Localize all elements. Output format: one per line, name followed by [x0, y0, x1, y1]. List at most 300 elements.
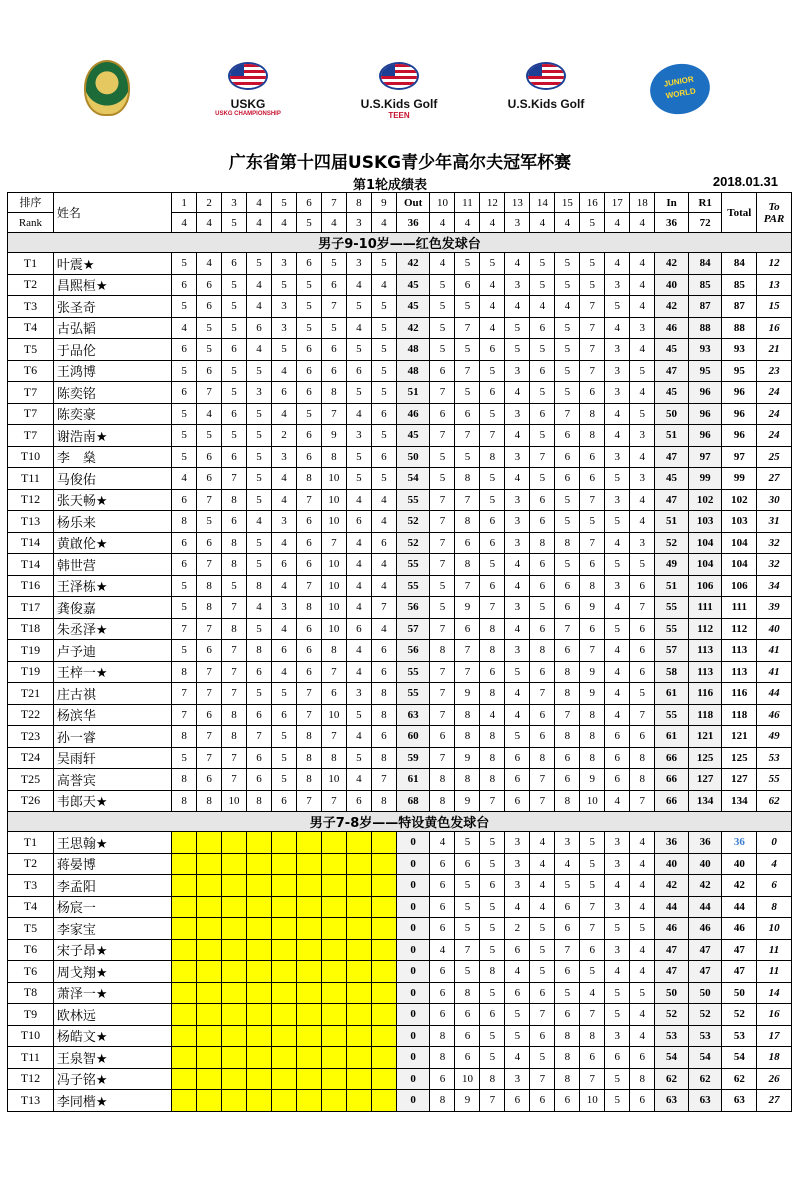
hole-score: 7: [430, 747, 455, 769]
hole-score: 5: [222, 382, 247, 404]
out-score: 68: [396, 790, 430, 812]
hole-score: 5: [480, 554, 505, 576]
hole-score: 5: [346, 339, 371, 361]
in-score: 66: [655, 769, 689, 791]
hole-number: 17: [605, 193, 630, 213]
total-score: 104: [722, 532, 757, 554]
hole-score: 8: [630, 769, 655, 791]
hole-score: 5: [371, 425, 396, 447]
out-score: 56: [396, 640, 430, 662]
rank-cell: T4: [8, 896, 54, 918]
in-score: 47: [655, 939, 689, 961]
hole-score: 4: [555, 853, 580, 875]
to-par-score: 23: [757, 360, 792, 382]
hole-score: 4: [272, 618, 297, 640]
hole-score: 4: [505, 296, 530, 318]
to-par-score: 17: [757, 1025, 792, 1047]
hole-score: 8: [580, 704, 605, 726]
hole-score: 5: [580, 253, 605, 275]
player-row: [8, 853, 792, 875]
hole-score-blank: [272, 918, 297, 940]
hole-score: 7: [222, 683, 247, 705]
hole-score: 4: [630, 1025, 655, 1047]
hole-score: 7: [222, 468, 247, 490]
hole-score: 3: [605, 339, 630, 361]
hole-score: 4: [247, 339, 272, 361]
hole-score: 5: [455, 918, 480, 940]
player-name: 于品伦: [53, 339, 171, 361]
hole-score: 6: [222, 446, 247, 468]
hole-score: 5: [172, 253, 197, 275]
hole-score: 5: [172, 446, 197, 468]
hole-score: 5: [222, 575, 247, 597]
in-score: 57: [655, 640, 689, 662]
hole-score: 8: [430, 1047, 455, 1069]
rank-cell: T24: [8, 747, 54, 769]
hole-score: 8: [455, 769, 480, 791]
hole-score: 7: [222, 747, 247, 769]
hole-score: 5: [371, 253, 396, 275]
hole-score: 4: [371, 274, 396, 296]
hole-score: 4: [630, 489, 655, 511]
hole-score: 2: [272, 425, 297, 447]
rank-cell: T22: [8, 704, 54, 726]
hole-score: 8: [430, 640, 455, 662]
player-name: 吴雨轩: [53, 747, 171, 769]
hole-score: 7: [580, 918, 605, 940]
hole-score-blank: [296, 853, 321, 875]
hole-score: 6: [630, 1047, 655, 1069]
hole-score-blank: [296, 1025, 321, 1047]
hole-score: 7: [630, 790, 655, 812]
hole-score-blank: [247, 1004, 272, 1026]
to-par-score: 53: [757, 747, 792, 769]
hole-score: 3: [247, 382, 272, 404]
hole-score: 3: [605, 1025, 630, 1047]
player-name: 杨宸一: [53, 896, 171, 918]
hole-score: 5: [505, 339, 530, 361]
hole-par: 4: [605, 213, 630, 233]
hole-score: 5: [530, 339, 555, 361]
to-par-score: 49: [757, 726, 792, 748]
hole-score: 4: [605, 683, 630, 705]
in-score: 47: [655, 446, 689, 468]
hole-score-blank: [247, 1025, 272, 1047]
player-name: 周戈翔★: [53, 961, 171, 983]
player-row: [8, 446, 792, 468]
hole-score: 9: [580, 597, 605, 619]
hole-score: 7: [197, 747, 222, 769]
hole-score: 7: [455, 661, 480, 683]
hole-par: 4: [630, 213, 655, 233]
player-row: [8, 1047, 792, 1069]
to-par-score: 6: [757, 875, 792, 897]
hole-score: 8: [296, 597, 321, 619]
hole-score: 6: [480, 575, 505, 597]
hole-score: 8: [296, 747, 321, 769]
hole-score: 9: [580, 769, 605, 791]
player-row: [8, 982, 792, 1004]
hole-score: 4: [430, 253, 455, 275]
player-name: 杨滨华: [53, 704, 171, 726]
hole-score-blank: [321, 939, 346, 961]
to-par-score: 34: [757, 575, 792, 597]
rank-cell: T11: [8, 1047, 54, 1069]
hole-score: 5: [530, 1047, 555, 1069]
hole-score: 5: [430, 317, 455, 339]
r1-score: 85: [688, 274, 722, 296]
rank-cell: T14: [8, 554, 54, 576]
to-par-score: 31: [757, 511, 792, 533]
hole-score-blank: [222, 832, 247, 854]
hole-score: 6: [430, 360, 455, 382]
hole-score: 5: [505, 1025, 530, 1047]
hole-score: 8: [222, 532, 247, 554]
r1-score: 50: [688, 982, 722, 1004]
hole-number: 4: [247, 193, 272, 213]
hole-score: 3: [505, 640, 530, 662]
to-par-score: 16: [757, 1004, 792, 1026]
in-score: 46: [655, 918, 689, 940]
r1-score: 53: [688, 1025, 722, 1047]
hole-score: 6: [555, 425, 580, 447]
hole-score: 6: [530, 1025, 555, 1047]
total-score: 63: [722, 1090, 757, 1112]
to-par-score: 15: [757, 296, 792, 318]
hole-score: 8: [296, 769, 321, 791]
in-score: 47: [655, 489, 689, 511]
hole-score: 6: [455, 532, 480, 554]
hole-par: 4: [480, 213, 505, 233]
to-par-score: 21: [757, 339, 792, 361]
player-row: [8, 425, 792, 447]
hole-score: 4: [505, 382, 530, 404]
in-score: 55: [655, 618, 689, 640]
hole-score: 8: [197, 597, 222, 619]
hole-score: 7: [172, 683, 197, 705]
hole-score: 3: [605, 832, 630, 854]
hole-score: 6: [505, 769, 530, 791]
hole-score: 5: [530, 425, 555, 447]
rank-cell: T13: [8, 1090, 54, 1112]
hole-score: 8: [580, 425, 605, 447]
player-name: 高誉宾: [53, 769, 171, 791]
hole-score: 5: [480, 896, 505, 918]
hole-score: 5: [455, 382, 480, 404]
out-score: 55: [396, 683, 430, 705]
hole-score: 5: [480, 939, 505, 961]
hole-score: 8: [222, 726, 247, 748]
hole-score: 7: [172, 704, 197, 726]
hole-score: 7: [580, 360, 605, 382]
total-score: 44: [722, 896, 757, 918]
hole-score: 8: [172, 661, 197, 683]
hole-score-blank: [272, 832, 297, 854]
hole-score: 6: [197, 640, 222, 662]
player-row: [8, 832, 792, 854]
player-name: 黄啟伦★: [53, 532, 171, 554]
out-score: 0: [396, 1004, 430, 1026]
hole-score-blank: [197, 1025, 222, 1047]
hole-score: 5: [371, 296, 396, 318]
hole-score: 8: [222, 489, 247, 511]
hole-score: 7: [197, 489, 222, 511]
hole-score: 7: [530, 1068, 555, 1090]
rank-cell: T23: [8, 726, 54, 748]
hole-score: 7: [197, 554, 222, 576]
hole-score-blank: [371, 832, 396, 854]
hole-score-blank: [371, 961, 396, 983]
total-score: 127: [722, 769, 757, 791]
hole-score: 6: [197, 274, 222, 296]
hole-score-blank: [247, 875, 272, 897]
hole-score-blank: [321, 1004, 346, 1026]
player-row: [8, 1090, 792, 1112]
rank-cell: T1: [8, 832, 54, 854]
out-score: 51: [396, 382, 430, 404]
hole-score: 9: [455, 747, 480, 769]
player-name: 昌熙桓★: [53, 274, 171, 296]
hole-score: 7: [321, 726, 346, 748]
hole-score: 5: [197, 425, 222, 447]
hole-score: 9: [455, 1090, 480, 1112]
hole-par: 3: [505, 213, 530, 233]
hole-score: 6: [321, 274, 346, 296]
total-score: 84: [722, 253, 757, 275]
rank-cell: T10: [8, 446, 54, 468]
rank-cell: T7: [8, 425, 54, 447]
rank-cell: T9: [8, 1004, 54, 1026]
hole-score: 6: [530, 575, 555, 597]
hole-score: 4: [505, 618, 530, 640]
hole-par: 4: [530, 213, 555, 233]
hole-score: 6: [222, 253, 247, 275]
hole-score: 4: [480, 296, 505, 318]
hole-score-blank: [222, 1004, 247, 1026]
hole-score: 5: [172, 425, 197, 447]
hole-score: 8: [430, 1090, 455, 1112]
hole-score-blank: [346, 896, 371, 918]
hole-score-blank: [172, 875, 197, 897]
player-row: [8, 961, 792, 983]
hole-par: 4: [455, 213, 480, 233]
hole-score-blank: [346, 918, 371, 940]
r1-score: 121: [688, 726, 722, 748]
hole-score: 7: [222, 597, 247, 619]
hole-score: 5: [630, 982, 655, 1004]
player-name: 王思翰★: [53, 832, 171, 854]
out-score: 45: [396, 274, 430, 296]
rank-cell: T26: [8, 790, 54, 812]
hole-score: 5: [605, 554, 630, 576]
hole-score: 6: [555, 640, 580, 662]
hole-score: 8: [371, 704, 396, 726]
hole-score: 5: [371, 339, 396, 361]
hole-score: 6: [371, 661, 396, 683]
hole-score: 6: [530, 1090, 555, 1112]
hole-score: 6: [530, 403, 555, 425]
hole-score: 7: [430, 532, 455, 554]
rank-header-en: Rank: [8, 213, 54, 233]
hole-score-blank: [321, 1047, 346, 1069]
hole-score: 4: [505, 253, 530, 275]
hole-score: 4: [505, 575, 530, 597]
in-score: 66: [655, 747, 689, 769]
player-name: 王鸿博: [53, 360, 171, 382]
total-score: 40: [722, 853, 757, 875]
hole-score: 5: [247, 403, 272, 425]
hole-score: 6: [346, 790, 371, 812]
hole-score: 6: [580, 554, 605, 576]
hole-number: 8: [346, 193, 371, 213]
r1-score: 134: [688, 790, 722, 812]
r1-score: 96: [688, 382, 722, 404]
hole-score: 3: [605, 896, 630, 918]
to-par-score: 26: [757, 1068, 792, 1090]
in-score: 50: [655, 982, 689, 1004]
out-score: 55: [396, 661, 430, 683]
player-name: 李孟阳: [53, 875, 171, 897]
player-row: [8, 597, 792, 619]
hole-score: 6: [630, 1090, 655, 1112]
hole-score: 6: [296, 446, 321, 468]
hole-score: 5: [480, 918, 505, 940]
player-name: 王泽栋★: [53, 575, 171, 597]
section-header-row: [8, 812, 792, 832]
player-name: 李同楷★: [53, 1090, 171, 1112]
hole-score: 6: [197, 360, 222, 382]
hole-score: 7: [580, 317, 605, 339]
hole-score: 5: [530, 939, 555, 961]
hole-score: 4: [605, 403, 630, 425]
hole-score: 5: [555, 339, 580, 361]
hole-score: 6: [346, 618, 371, 640]
hole-score: 6: [480, 382, 505, 404]
header-row-holes: [8, 193, 792, 213]
hole-score: 5: [605, 918, 630, 940]
hole-score: 5: [530, 961, 555, 983]
hole-score-blank: [296, 832, 321, 854]
to-par-score: 10: [757, 918, 792, 940]
hole-score-blank: [296, 875, 321, 897]
hole-score: 8: [480, 640, 505, 662]
hole-number: 5: [272, 193, 297, 213]
hole-score: 5: [480, 489, 505, 511]
hole-score: 6: [630, 661, 655, 683]
hole-score: 6: [247, 661, 272, 683]
rank-cell: T8: [8, 982, 54, 1004]
player-row: [8, 253, 792, 275]
out-score: 0: [396, 1068, 430, 1090]
hole-score: 6: [530, 661, 555, 683]
hole-score: 4: [346, 489, 371, 511]
hole-score: 8: [530, 640, 555, 662]
hole-score: 4: [272, 360, 297, 382]
hole-score: 5: [480, 1047, 505, 1069]
hole-score: 8: [296, 726, 321, 748]
hole-score: 4: [605, 961, 630, 983]
hole-score: 8: [580, 403, 605, 425]
hole-score: 5: [247, 446, 272, 468]
hole-score: 5: [555, 274, 580, 296]
hole-score: 5: [172, 360, 197, 382]
hole-score-blank: [272, 939, 297, 961]
hole-score: 7: [321, 661, 346, 683]
hole-score: 8: [247, 640, 272, 662]
hole-score: 7: [455, 317, 480, 339]
hole-score: 5: [605, 1068, 630, 1090]
player-row: [8, 704, 792, 726]
hole-score: 7: [321, 296, 346, 318]
hole-score: 4: [630, 446, 655, 468]
player-name: 陈奕铭: [53, 382, 171, 404]
player-row: [8, 489, 792, 511]
hole-number: 7: [321, 193, 346, 213]
in-score: 53: [655, 1025, 689, 1047]
hole-score: 4: [371, 554, 396, 576]
hole-score: 4: [172, 317, 197, 339]
rank-cell: T6: [8, 961, 54, 983]
out-score: 0: [396, 1025, 430, 1047]
hole-score: 4: [530, 853, 555, 875]
out-score: 42: [396, 253, 430, 275]
r1-score: 125: [688, 747, 722, 769]
section-title: 男子7-8岁——特设黄色发球台: [8, 812, 792, 832]
r1-score: 113: [688, 640, 722, 662]
hole-score: 4: [630, 875, 655, 897]
hole-score-blank: [197, 832, 222, 854]
in-score: 44: [655, 896, 689, 918]
hole-score: 6: [272, 704, 297, 726]
player-row: [8, 511, 792, 533]
hole-score: 7: [555, 403, 580, 425]
hole-score: 4: [630, 253, 655, 275]
hole-score: 6: [272, 790, 297, 812]
hole-score: 3: [505, 511, 530, 533]
hole-score: 7: [296, 790, 321, 812]
hole-par: 4: [172, 213, 197, 233]
hole-par: 4: [247, 213, 272, 233]
hole-score: 4: [346, 769, 371, 791]
in-score: 63: [655, 1090, 689, 1112]
uskg-logo: USKG USKG CHAMPIONSHIP: [212, 50, 284, 130]
hole-score: 8: [172, 511, 197, 533]
rank-cell: T1: [8, 253, 54, 275]
hole-score: 5: [530, 918, 555, 940]
hole-score: 4: [630, 1004, 655, 1026]
rank-cell: T17: [8, 597, 54, 619]
hole-score: 10: [321, 618, 346, 640]
hole-score-blank: [371, 896, 396, 918]
player-row: [8, 918, 792, 940]
hole-score: 3: [505, 832, 530, 854]
hole-score-blank: [272, 1004, 297, 1026]
hole-score: 7: [296, 683, 321, 705]
hole-score: 5: [247, 554, 272, 576]
in-score: 49: [655, 554, 689, 576]
total-score: 96: [722, 425, 757, 447]
player-name: 欧林远: [53, 1004, 171, 1026]
hole-score-blank: [346, 832, 371, 854]
hole-score: 8: [555, 532, 580, 554]
hole-score: 6: [222, 339, 247, 361]
in-score: 66: [655, 790, 689, 812]
out-score: 55: [396, 489, 430, 511]
hole-score-blank: [321, 896, 346, 918]
total-score: 125: [722, 747, 757, 769]
rank-cell: T3: [8, 296, 54, 318]
hole-score: 5: [430, 575, 455, 597]
